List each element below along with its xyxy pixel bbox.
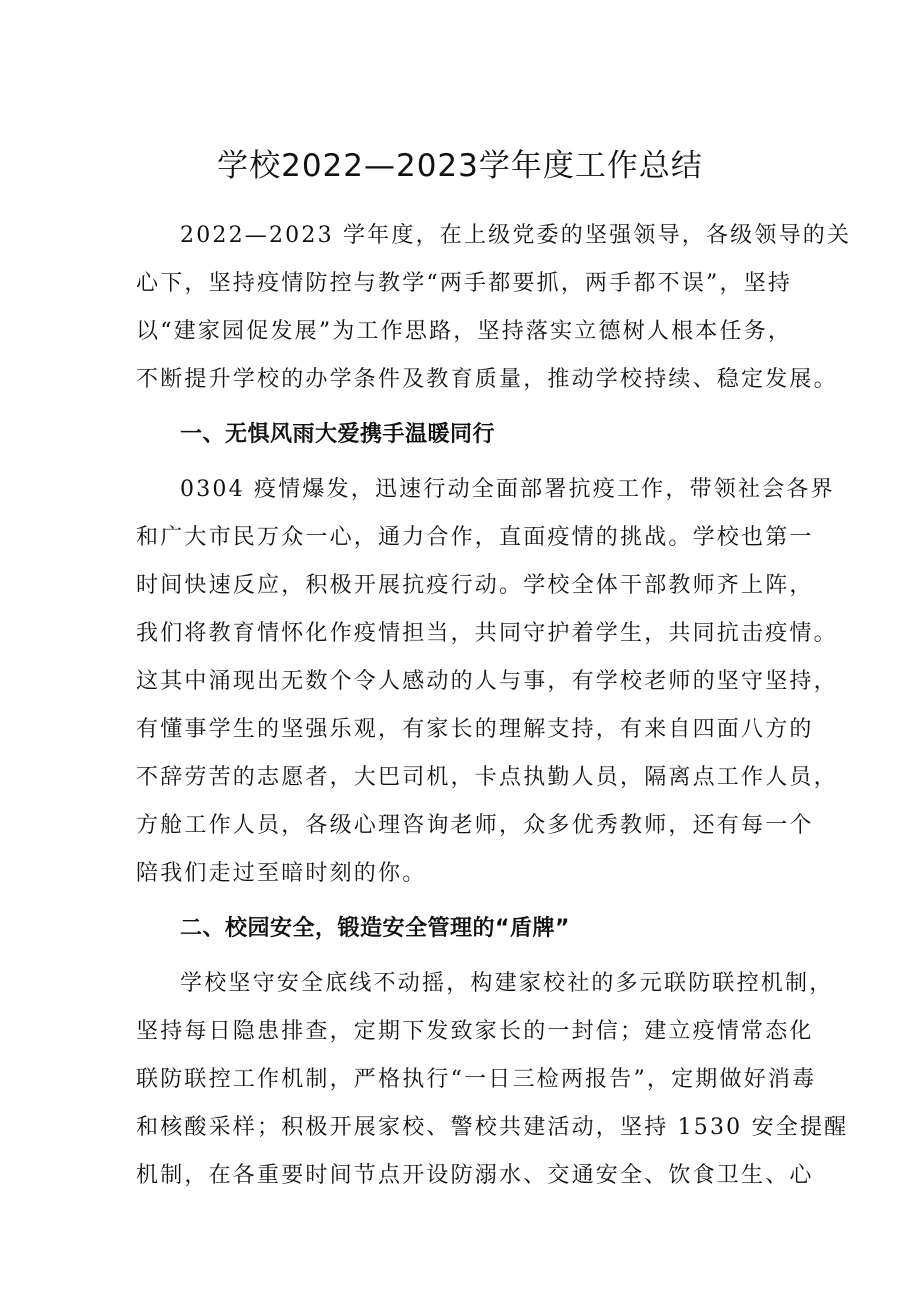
section-1-line: 陪我们走过至暗时刻的你。 <box>136 861 427 886</box>
section-1-line: 和广大市民万众一心，通力合作，直面疫情的挑战。学校也第一 <box>136 525 814 550</box>
section-1-line: 方舱工作人员，各级心理咨询老师，众多优秀教师，还有每一个 <box>136 813 814 838</box>
section-2-line: 联防联控工作机制，严格执行“一日三检两报告”，定期做好消毒 <box>136 1067 817 1092</box>
section-1-line: 不辞劳苦的志愿者，大巴司机，卡点执勤人员，隔离点工作人员， <box>136 765 838 790</box>
section-2-line: 机制，在各重要时间节点开设防溺水、交通安全、饮食卫生、心 <box>136 1163 814 1188</box>
section-2-line: 学校坚守安全底线不动摇，构建家校社的多元联防联控机制， <box>180 971 834 996</box>
document-body <box>136 212 852 1200</box>
intro-line: 不断提升学校的办学条件及教育质量，推动学校持续、稳定发展。 <box>136 367 838 392</box>
section-2-line: 坚持每日隐患排查，定期下发致家长的一封信；建立疫情常态化 <box>136 1019 814 1044</box>
section-2-heading: 二、校园安全，锻造安全管理的“盾牌” <box>180 916 570 941</box>
intro-line: 2022—2023 学年度，在上级党委的坚强领导，各级领导的关 <box>180 223 852 248</box>
document-title: 学校2022—2023学年度工作总结 <box>217 148 703 184</box>
section-1-line: 这其中涌现出无数个令人感动的人与事，有学校老师的坚守坚持， <box>136 669 838 694</box>
section-1-line: 有懂事学生的坚强乐观，有家长的理解支持，有来自四面八方的 <box>136 717 814 742</box>
section-1-line: 我们将教育情怀化作疫情担当，共同守护着学生，共同抗击疫情。 <box>136 621 838 646</box>
intro-line: 心下，坚持疫情防控与教学“两手都要抓，两手都不误”，坚持 <box>136 271 793 296</box>
section-1-line: 时间快速反应，积极开展抗疫行动。学校全体干部教师齐上阵， <box>136 573 814 598</box>
intro-line: 以“建家园促发展”为工作思路，坚持落实立德树人根本任务， <box>136 319 793 344</box>
section-2-line: 和核酸采样；积极开展家校、警校共建活动，坚持 1530 安全提醒 <box>136 1115 849 1140</box>
section-1-heading: 一、无惧风雨大爱携手温暖同行 <box>180 422 496 447</box>
section-1-line: 0304 疫情爆发，迅速行动全面部署抗疫工作，带领社会各界 <box>180 477 835 502</box>
